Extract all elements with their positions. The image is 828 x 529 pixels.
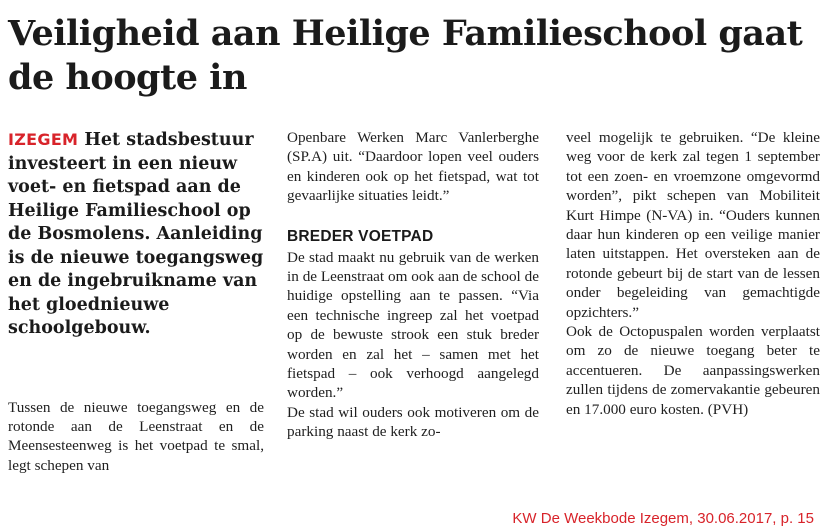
- headline: Veiligheid aan Heilige Familieschool gaat de hoogte in: [8, 13, 803, 98]
- body-paragraph: Ook de Octopuspalen worden verplaatst om zo de nieuwe toegang beter te accentueren. De aanpassingswerken zullen tijdens de zomervakantie gebeuren en 17.000 euro kosten. (PVH): [566, 323, 820, 418]
- body-paragraph: De stad wil ouders ook motiveren om de parking naast de kerk zo-: [287, 403, 539, 441]
- lead-text: Het stadsbestuur investeert in een nieuw voet- en fietspad aan de Heilige Familieschool op de Bosmolens. Aanleiding is de nieuwe toegangsweg en de ingebruikname van het gloednieuwe schoolgebouw.: [8, 130, 264, 338]
- article-column-2: [287, 128, 539, 442]
- article-column-1: [8, 128, 264, 475]
- section-subheading: BREDER VOETPAD: [287, 227, 434, 245]
- article-column-3: [566, 128, 820, 419]
- body-paragraph: veel mogelijk te gebruiken. “De kleine weg voor de kerk zal tegen 1 september tot een zoen- en vroemzone omgevormd worden”, pikt schepen van Mobiliteit Kurt Himpe (N-VA) in. “Ouders kunnen daar hun kinderen op een veilige manier laten uitstappen. Het oversteken aan de rotonde gebeurt bij de start van de lessen onder begeleiding van gemachtigde opzichters.”: [566, 129, 820, 321]
- article-lead: [8, 128, 264, 341]
- body-paragraph: Openbare Werken Marc Vanlerberghe (SP.A) uit. “Daardoor lopen veel ouders en kinderen ook op het fietspad, wat tot gevaarlijke situaties leidt.”: [287, 129, 539, 205]
- body-paragraph: De stad maakt nu gebruik van de werken in de Leenstraat om ook aan de school de huidige opstelling aan te passen. “Via een technische ingreep zal het voetpad op de bewuste strook een stuk breder worden en zal het – samen met het fietspad – ook verhoogd aangelegd worden.”: [287, 248, 539, 402]
- source-credit: KW De Weekbode Izegem, 30.06.2017, p. 15: [512, 510, 814, 527]
- body-paragraph: Tussen de nieuwe toegangsweg en de rotonde aan de Leenstraat en de Meensesteenweg is het voetpad te smal, legt schepen van: [8, 398, 264, 474]
- location-kicker: IZEGEM: [8, 130, 79, 149]
